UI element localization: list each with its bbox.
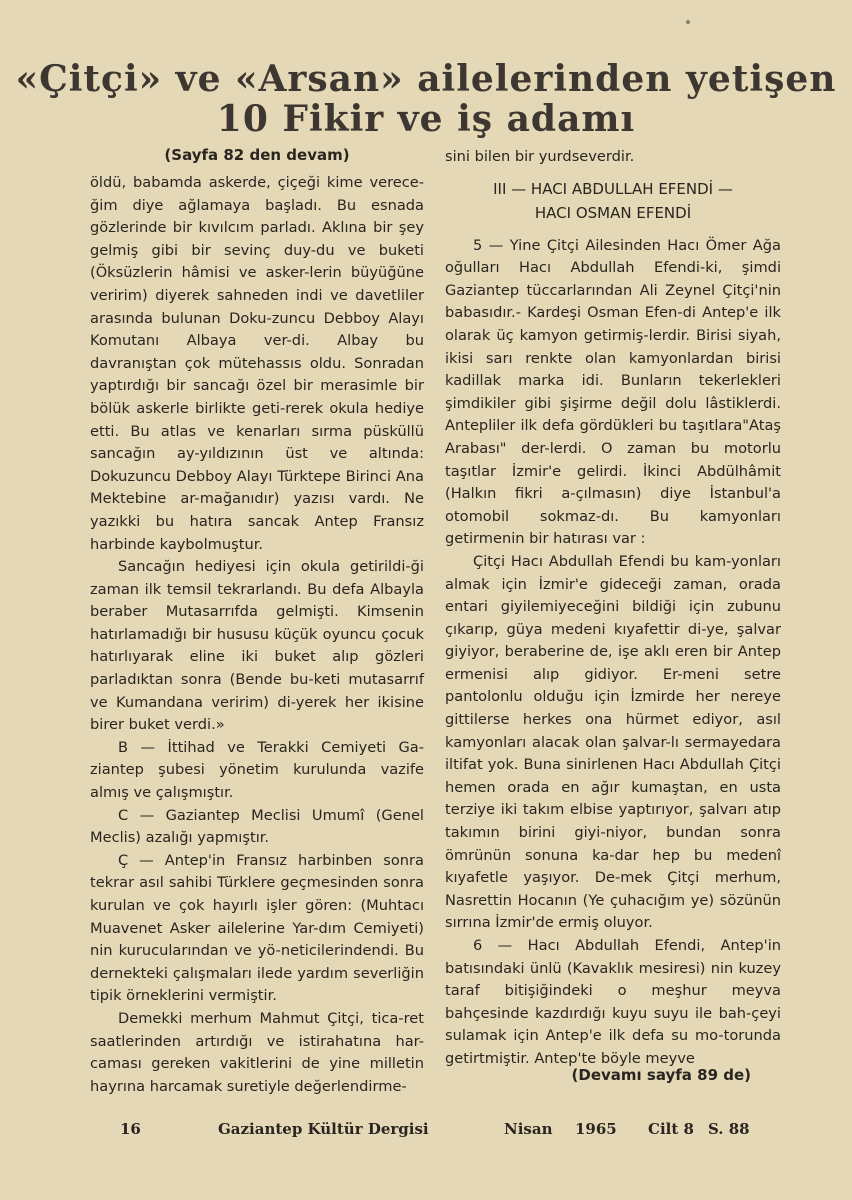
left-paragraph: Demekki merhum Mahmut Çitçi, tica-ret saatlerinden artırdığı ve istirahatına har-caması gereken vakitlerini de yine milletin hayrına harcamak suretiyle değerlendirme- [90,1009,424,1095]
section-heading-line2: HACI OSMAN EFENDİ [534,203,692,222]
article-title-line2: 10 Fikir ve iş adamı [216,98,636,140]
page-number: 16 [120,1120,141,1138]
right-paragraph: 5 — Yine Çitçi Ailesinden Hacı Ömer Ağa oğulları Hacı Abdullah Efendi-ki, şimdi Gaziantep tüccarlarından Ali Zeynel Çitçi'nin babasıdır.- Kardeşi Osman Efen-di Antep'e ilk olarak üç kamyon getirmiş-lerdir. Birisi siyah, ikisi sarı renkte olan kamyonlardan birisi kadillak marka idi. Bunların tekerlekleri şimdikiler gibi şişirme değil dolu lâstiklerdi. Antepliler ilk defa gördükleri bu taşıtlara"Ataş Arabası" der-lerdi. O zaman bu motorlu taşıtlar İzmir'e gelirdi. İkinci Abdülhâmit (Halkın fikri a-çılmasın) diye İstanbul'a otomobil sokmaz-dı. Bu kamyonları getirmenin bir hatırası var : [445,236,781,548]
left-column [90,172,424,1098]
left-paragraph: C — Gaziantep Meclisi Umumî (Genel Meclis) azalığı yapmıştır. [90,806,424,847]
continued-to-note: (Devamı sayfa 89 de) [571,1066,751,1084]
issue-year: 1965 [575,1120,617,1138]
left-paragraph: B — İttihad ve Terakki Cemiyeti Ga-ziantep şubesi yönetim kurulunda vazife almış ve çalışmıştır. [90,738,424,802]
left-paragraph: Sancağın hediyesi için okula getirildi-ği zaman ilk temsil tekrarlandı. Bu defa Albayla beraber Mutasarrıfda gelmişti. Kimsenin hatırlamadığı bir hususu küçük oyuncu çocuk hatırlıyarak eline iki buket alıp gözleri parladıktan sonra (Bende bu-keti mutasarrıf ve Kumandana veririm) di-yerek her ikisine birer buket verdi.» [90,558,424,734]
journal-name: Gaziantep Kültür Dergisi [218,1120,429,1138]
section-heading-line1: III — HACI ABDULLAH EFENDİ — [493,179,733,198]
right-paragraph: 6 — Hacı Abdullah Efendi, Antep'in batısındaki ünlü (Kavaklık mesiresi) nin kuzey taraf bitişiğindeki o meşhur meyva bahçesinde kazdırdığı kuyu suyu ile bah-çeyi sulamak için Antep'e ilk defa su mo-torunda getirtmiştir. Antep'te böyle meyve [445,937,781,1067]
article-title-line1: «Çitçi» ve «Arsan» ailelerinden yetişen [15,58,837,100]
issue-month: Nisan [504,1120,553,1138]
volume-number: Cilt 8 [648,1120,694,1138]
right-paragraph: Çitçi Hacı Abdullah Efendi bu kam-yonları almak için İzmir'e gideceği zaman, orada entari giyilemiyeceğini bildiği için zubunu çıkarıp, güya medeni kıyafettir di-ye, şalvar giyiyor, beraberine de, işe aklı eren bir Antep ermenisi alıp gidiyor. Er-meni setre pantolonlu olduğu için İzmirde her nereye gittilerse herkes ona hürmet ediyor, asıl kamyonları alacak olan şalvar-lı sermayedara iltifat yok. Buna sinirlenen Hacı Abdullah Çitçi hemen orada en ağır kumaştan, en usta terziye iki takım elbise yaptırıyor, şalvarı atıp takımın birini giyi-niyor, bundan sonra ömrünün sonuna ka-dar hep bu medenî kıyafetle yaşıyor. De-mek Çitçi merhum, Nasrettin Hocanın (Ye çuhacığım ye) sözünün sırrına İzmir'de ermiş oluyor. [445,552,781,932]
paper-speck [686,20,690,24]
continued-from-note: (Sayfa 82 den devam) [164,146,350,164]
right-opening-line: sini bilen bir yurdseverdir. [445,148,635,165]
issue-number: S. 88 [708,1120,750,1138]
section-heading [445,177,781,225]
right-column [445,146,781,1071]
left-paragraph: Ç — Antep'in Fransız harbinben sonra tekrar asıl sahibi Türklere geçmesinden sonra kurulan ve çok hayırlı işler gören: (Muhtacı Muavenet Asker ailelerine Yar-dım Cemiyeti) nin kurucularından ve yö-neticilerindendi. Bu dernekteki çalışmaları ilede yardım severliğin tipik örneklerini vermiştir. [90,851,424,1005]
left-paragraph: öldü, babamda askerde, çiçeği kime verece-ğim diye ağlamaya başladı. Bu esnada gözlerinde bir kıvılcım parladı. Aklına bir şey gelmiş gibi bir sevinç duy-du ve buketi (Öksüzlerin hâmisi ve asker-lerin büyüğüne veririm) diyerek sahneden indi ve davetliler arasında bulunan Doku-zuncu Debboy Alayı Komutanı Albaya ver-di. Albay bu davranıştan çok mütehassıs oldu. Sonradan yaptırdığı bir sancağı özel bir merasimle bir bölük askerle birlikte geti-rerek okula hediye etti. Bu atlas ve kenarları sırma püsküllü sancağın ay-yıldızının üst ve altında: Dokuzuncu Debboy Alayı Türktepe Birinci Ana Mektebine ar-mağanıdır) yazısı vardı. Ne yazıkki bu hatıra sancak Antep Fransız harbinde kaybolmuştur. [90,174,424,553]
